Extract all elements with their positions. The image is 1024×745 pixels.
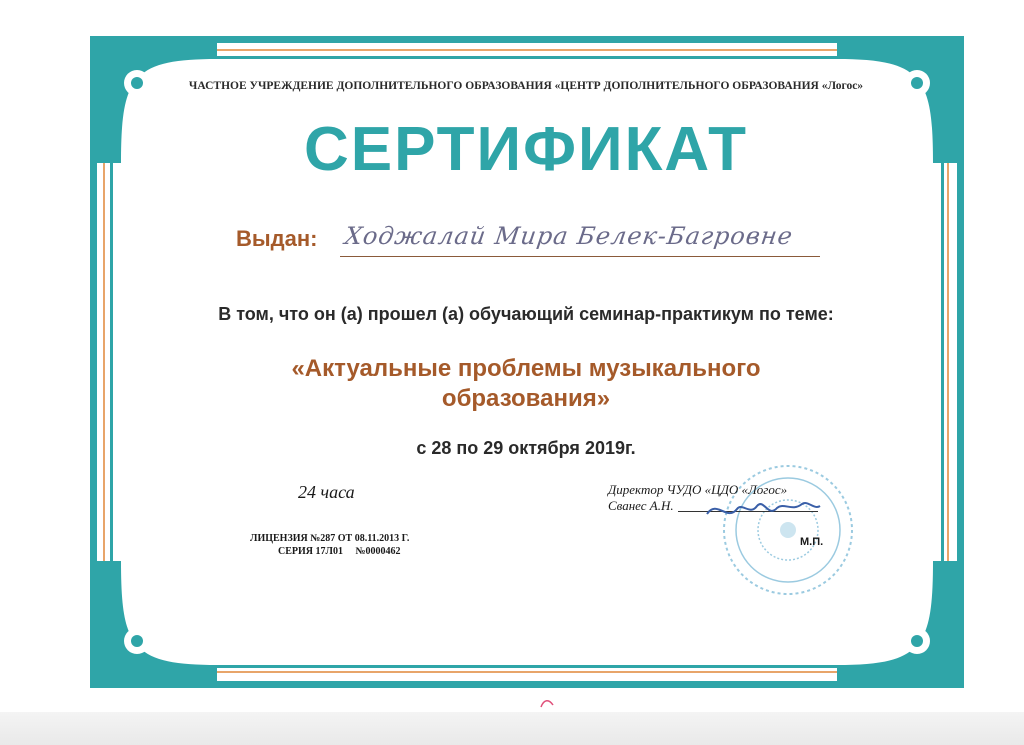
issued-label: Выдан: xyxy=(236,226,318,251)
license-block xyxy=(250,532,409,558)
director-name: Сванес А.Н. xyxy=(608,498,674,513)
seminar-topic: «Актуальные проблемы музыкального образования» xyxy=(291,355,761,412)
issued-to-handwritten: Ходжалай Мира Белек-Багровне xyxy=(343,222,795,250)
director-title: Директор ЧУДО «ЦДО «Логос» xyxy=(608,482,788,497)
signature-icon xyxy=(702,494,822,524)
hours-count: 24 часа xyxy=(298,482,355,502)
license-series: СЕРИЯ 17Л01 №0000462 xyxy=(278,546,401,557)
issued-underline xyxy=(340,256,820,257)
corner-ornament-bottom-left xyxy=(97,561,217,681)
scan-edge xyxy=(0,712,1024,745)
license-number: ЛИЦЕНЗИЯ №287 ОТ 08.11.2013 Г. xyxy=(250,533,410,544)
pen-mark-icon xyxy=(540,696,554,708)
organization-name: ЧАСТНОЕ УЧРЕЖДЕНИЕ ДОПОЛНИТЕЛЬНОГО ОБРАЗОВАНИЯ «ЦЕНТР ДОПОЛНИТЕЛЬНОГО ОБРАЗОВАНИЯ «Логос» xyxy=(188,80,864,92)
seminar-dates: с 28 по 29 октября 2019г. xyxy=(416,438,636,458)
body-text: В том, что он (а) прошел (а) обучающий семинар-практикум по теме: xyxy=(218,304,834,324)
stamp-place-label: М.П. xyxy=(800,536,824,548)
certificate-title: СЕРТИФИКАТ xyxy=(304,115,748,184)
